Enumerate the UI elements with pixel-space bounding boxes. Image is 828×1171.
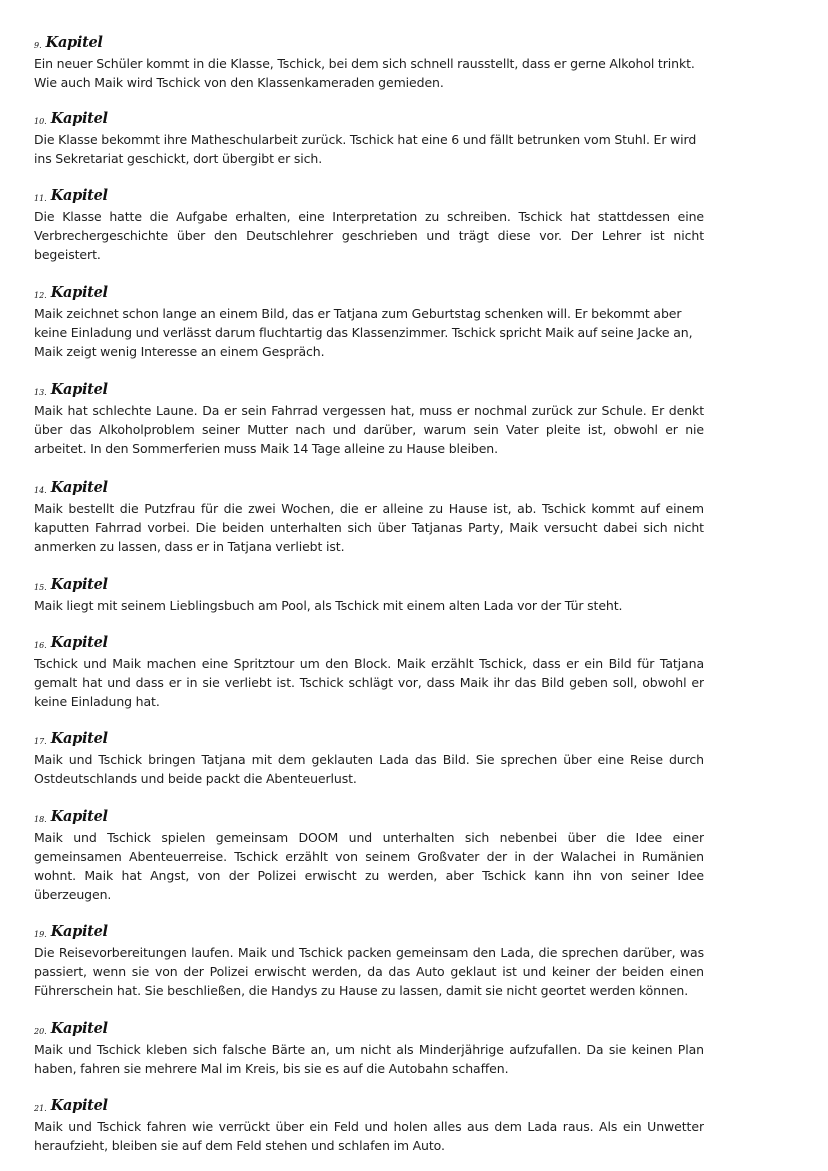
summary-line: Die Reisevorbereitungen laufen. Maik und Tschick packen gemeinsam den Lada, die sprechen darüber, was (34, 945, 704, 960)
summary-line: Tschick und Maik machen eine Spritztour um den Block. Maik erzählt Tschick, dass er ein Bild für Tatjana (34, 656, 704, 671)
chapter-summary (34, 654, 704, 711)
chapter-summary (34, 304, 704, 361)
chapter-section (34, 630, 704, 711)
summary-line: Ein neuer Schüler kommt in die Klasse, Tschick, bei dem sich schnell rausstellt, dass er gerne Alkohol trinkt. (34, 56, 695, 71)
chapter-heading (34, 804, 704, 826)
chapter-section (34, 1093, 704, 1155)
chapter-heading (34, 377, 704, 399)
chapter-summary (34, 499, 704, 556)
chapter-number: 14. (34, 486, 47, 495)
summary-line: gemalt hat und dass er in sie verliebt ist. Tschick schlägt vor, dass Maik ihr das Bild geben soll, obwohl er (34, 675, 704, 690)
chapter-heading (34, 919, 704, 941)
chapter-section (34, 106, 704, 168)
chapter-section (34, 280, 704, 361)
chapter-label: Kapitel (50, 110, 108, 127)
chapter-number: 19. (34, 930, 47, 939)
summary-line: Maik bestellt die Putzfrau für die zwei Wochen, die er alleine zu Hause ist, ab. Tschick kommt auf einem (34, 501, 704, 516)
chapter-number: 20. (34, 1027, 47, 1036)
chapter-heading (34, 630, 704, 652)
chapter-summary (34, 828, 704, 904)
chapter-summary (34, 207, 704, 264)
chapter-number: 13. (34, 388, 47, 397)
summary-line: haben, fahren sie mehrere Mal im Kreis, bis sie es auf die Autobahn schaffen. (34, 1061, 509, 1076)
chapter-number: 17. (34, 737, 47, 746)
chapter-label: Kapitel (50, 1020, 108, 1037)
summary-line: keine Einladung hat. (34, 694, 160, 709)
summary-line: wohnt. Maik hat Angst, von der Polizei erwischt zu werden, aber Tschick kann ihn von seiner Idee (34, 868, 704, 883)
chapter-section (34, 183, 704, 264)
chapter-summary (34, 1040, 704, 1078)
chapter-heading (34, 726, 704, 748)
summary-line: kaputten Fahrrad vorbei. Die beiden unterhalten sich über Tatjanas Party, Maik versucht dabei sich nicht (34, 520, 704, 535)
chapter-number: 21. (34, 1104, 47, 1113)
chapter-label: Kapitel (50, 187, 108, 204)
chapter-heading (34, 30, 704, 52)
chapter-section (34, 572, 704, 615)
chapter-summary (34, 54, 704, 92)
summary-line: anmerken zu lassen, dass er in Tatjana verliebt ist. (34, 539, 345, 554)
summary-line: Maik zeigt wenig Interesse an einem Gespräch. (34, 344, 325, 359)
chapter-label: Kapitel (50, 576, 108, 593)
summary-line: Maik liegt mit seinem Lieblingsbuch am Pool, als Tschick mit einem alten Lada vor der Tür steht. (34, 598, 623, 613)
summary-line: keine Einladung und verlässt darum fluchtartig das Klassenzimmer. Tschick spricht Maik auf seine Jacke an, (34, 325, 693, 340)
summary-line: gemeinsamen Abenteuerreise. Tschick erzählt von seinem Großvater der in der Walachei in Rumänien (34, 849, 704, 864)
chapter-label: Kapitel (50, 923, 108, 940)
summary-line: Maik hat schlechte Laune. Da er sein Fahrrad vergessen hat, muss er nochmal zurück zur Schule. Er denkt (34, 403, 704, 418)
chapter-label: Kapitel (50, 284, 108, 301)
chapter-heading (34, 280, 704, 302)
summary-line: Führerschein hat. Sie beschließen, die Handys zu Hause zu lassen, damit sie nicht geortet werden können. (34, 983, 689, 998)
chapter-section (34, 30, 704, 92)
chapter-summary (34, 750, 704, 788)
summary-line: Maik und Tschick bringen Tatjana mit dem geklauten Lada das Bild. Sie sprechen über eine Reise durch (34, 752, 704, 767)
summary-line: Maik und Tschick spielen gemeinsam DOOM und unterhalten sich nebenbei über die Idee einer (34, 830, 704, 845)
summary-line: Ostdeutschlands und beide packt die Abenteuerlust. (34, 771, 357, 786)
chapter-number: 12. (34, 291, 47, 300)
chapter-section (34, 726, 704, 788)
chapter-summary (34, 943, 704, 1000)
chapter-section (34, 804, 704, 904)
chapter-summary (34, 1117, 704, 1155)
chapter-heading (34, 183, 704, 205)
summary-line: arbeitet. In den Sommerferien muss Maik 14 Tage alleine zu Hause bleiben. (34, 441, 498, 456)
chapter-number: 10. (34, 117, 47, 126)
chapter-heading (34, 1016, 704, 1038)
summary-line: Die Klasse bekommt ihre Matheschularbeit zurück. Tschick hat eine 6 und fällt betrunken vom Stuhl. Er wird (34, 132, 697, 147)
chapter-number: 11. (34, 194, 47, 203)
chapter-heading (34, 475, 704, 497)
chapter-number: 15. (34, 583, 47, 592)
chapter-label: Kapitel (50, 1097, 108, 1114)
summary-line: Verbrechergeschichte über den Deutschlehrer geschrieben und trägt diese vor. Der Lehrer ist nicht (34, 228, 704, 243)
summary-line: Maik und Tschick kleben sich falsche Bärte an, um nicht als Minderjährige aufzufallen. Da sie keinen Plan (34, 1042, 704, 1057)
summary-line: überzeugen. (34, 887, 112, 902)
chapter-summary (34, 130, 704, 168)
chapter-section (34, 919, 704, 1000)
chapter-number: 16. (34, 641, 47, 650)
summary-line: Die Klasse hatte die Aufgabe erhalten, eine Interpretation zu schreiben. Tschick hat stattdessen eine (34, 209, 704, 224)
summary-line: begeistert. (34, 247, 101, 262)
chapter-section (34, 1016, 704, 1078)
chapter-label: Kapitel (50, 634, 108, 651)
chapter-label: Kapitel (50, 381, 108, 398)
summary-line: heraufzieht, bleiben sie auf dem Feld stehen und schlafen im Auto. (34, 1138, 445, 1153)
summary-line: passiert, wenn sie von der Polizei erwischt werden, da das Auto geklaut ist und keiner der beiden einen (34, 964, 704, 979)
chapter-number: 18. (34, 815, 47, 824)
summary-line: ins Sekretariat geschickt, dort übergibt er sich. (34, 151, 323, 166)
summary-line: Maik zeichnet schon lange an einem Bild, das er Tatjana zum Geburtstag schenken will. Er bekommt aber (34, 306, 682, 321)
chapter-label: Kapitel (50, 479, 108, 496)
summary-line: Maik und Tschick fahren wie verrückt über ein Feld und holen alles aus dem Lada raus. Als ein Unwetter (34, 1119, 704, 1134)
chapter-label: Kapitel (50, 808, 108, 825)
chapter-number: 9. (34, 41, 42, 50)
chapter-summary (34, 401, 704, 458)
summary-line: Wie auch Maik wird Tschick von den Klassenkameraden gemieden. (34, 75, 444, 90)
chapter-section (34, 475, 704, 556)
summary-line: über das Alkoholproblem seiner Mutter nach und darüber, warum sein Vater pleite ist, obwohl er nie (34, 422, 704, 437)
chapter-heading (34, 1093, 704, 1115)
chapter-label: Kapitel (45, 34, 103, 51)
chapter-heading (34, 572, 704, 594)
chapter-summary (34, 596, 704, 615)
chapter-section (34, 377, 704, 458)
chapter-label: Kapitel (50, 730, 108, 747)
chapter-heading (34, 106, 704, 128)
